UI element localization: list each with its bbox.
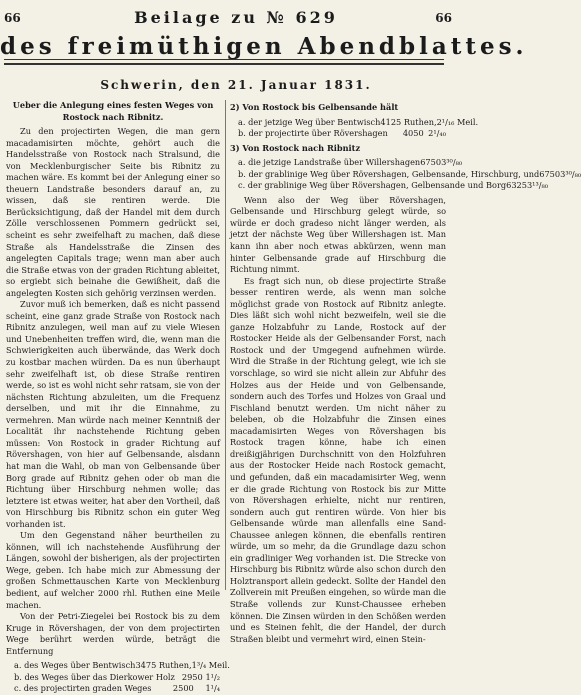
dateline: Schwerin, den 21. Januar 1831.	[100, 78, 372, 92]
right-column	[230, 100, 581, 644]
left-column	[6, 100, 230, 694]
distance-table-2	[230, 116, 479, 140]
section-heading: 2) Von Rostock bis Gelbensande hält	[230, 102, 399, 112]
paragraph: Um den Gegenstand näher beurtheilen zu können, will ich nachstehende Ausführung der Längen, sowohl der bisherigen, als der projectirten Wege, geben. Ich habe mich zur Abmessung der großen Schmettauschen Karte von Mecklenburg bedient, auf welcher 2000 rhl. Ruthen eine Meile machen.	[6, 530, 220, 610]
page-number-right: 66	[435, 11, 452, 25]
section-heading: 3) Von Rostock nach Ribnitz	[230, 142, 361, 153]
column-divider	[225, 100, 226, 590]
paragraph: Von der Petri-Ziegelei bei Rostock bis zu dem Kruge in Rövershagen, der von dem projectirten Wege berührt werden würde, beträgt die Entfernung	[6, 611, 220, 656]
distance-table-1	[6, 660, 230, 695]
distance-row: a. des Weges über Bentwisch 3475 Ruthen, 1³/₄ Meil.	[14, 660, 230, 671]
distance-row: b. der projectirte über Rövershagen 4050 2¹/₄₀	[238, 128, 446, 139]
header-rule-thick	[4, 63, 444, 65]
distance-row: a. der jetzige Weg über Bentwisch 4125 Ruthen, 2¹/₁₆ Meil.	[238, 116, 479, 127]
distance-row: c. des projectirten graden Weges 2500 1¹/₄	[14, 683, 220, 694]
paragraph: Zu den projectirten Wegen, die man gern macadamisirten möchte, gehört auch die Handelsstraße von Rostock nach Stralsund, die von Mecklenburgischer Seite bis Ribnitz zu machen wäre. Es kommt bei der Anlegung einer so theuern Landstraße besonders darauf an, zu wissen, daß sie rentiren werde. Die Berücksichtigung, daß der Handel mit dem durch Zölle verschlossenen Pommern gedrückt sei, scheint es sehr zweifelhaft zu machen, daß diese Straße als Handelsstraße die Zinsen des angelegten Capitals trage; wenn man aber auch die Straße etwas von der graden Richtung ableitet, so ergiebt sich beinahe die Gewißheit, daß die angelegten Kosten sich gehörig verzinsen werden.	[6, 126, 220, 298]
supplement-header	[0, 8, 472, 28]
article-heading: Ueber die Anlegung eines festen Weges von Rostock nach Ribnitz.	[12, 100, 214, 122]
supplement-title: Beilage zu № 629	[134, 8, 338, 27]
page-number-left: 66	[4, 11, 21, 25]
distance-row: b. der grablinige Weg über Rövershagen, Gelbensande, Hirschburg, und 6750 3³⁰/₈₀	[238, 168, 581, 179]
distance-row: c. der grablinige Weg über Rövershagen, Gelbensande und Borg 6325 3¹³/₈₀	[238, 180, 549, 191]
masthead: des freimüthigen Abendblattes.	[0, 33, 528, 60]
header-rule	[4, 59, 444, 60]
distance-row: a. die jetzige Landstraße über Willershagen 6750 3³⁰/₈₀	[238, 157, 463, 168]
distance-row: b. des Weges über das Dierkower Holz 2950 1¹/₂	[14, 671, 220, 682]
paragraph: Wenn also der Weg über Rövershagen, Gelbensande und Hirschburg gelegt würde, so würde er doch gradeso nicht länger werden, als jetzt der nächste Weg über Willershagen ist. Man kann ihn aber noch etwas abkürzen, wenn man hinter Gelbensande grade auf Hirschburg die Richtung nimmt.	[230, 194, 446, 275]
distance-table-3	[230, 157, 581, 192]
paragraph: Es fragt sich nun, ob diese projectirte Straße besser rentiren werde, als wenn man solche möglichst grade von Rostock auf Ribnitz anlegte. Dies läßt sich wohl nicht bezweifeln, weil sie die ganze Holzabfuhr zu Lande, Rostock auf der Rostocker Heide als der Gelbensander Forst, nach Rostock und der Umgegend aufnehmen würde. Wird die Straße in der Richtung gelegt, wie ich sie vorschlage, so wird sie nicht allein zur Abfuhr des Holzes aus der Heide und von Gelbensande, sondern auch des Torfes und Holzes von Graal und Fischland benutzt werden. Um nicht näher zu beleben, ob die Holzabfuhr die Zinsen eines macadamisirten Weges von Rövershagen bis Rostock tragen könne, habe ich einen dreißigjährigen Durchschnitt von den Holzfuhren aus der Rostocker Heide nach Rostock gemacht, und gefunden, daß ein macadamisirter Weg, wenn er die grade Richtung von Rostock bis zur Mitte von Rövershagen erhielte, nicht nur rentiren, sondern auch gut rentiren würde. Von hier bis Gelbensande würde man allenfalls eine Sand-Chaussee anlegen können, die ebenfalls rentiren würde, um so mehr, da die Grundlage dazu schon ein gradliniger Weg vorhanden ist. Die Strecke von Hirschburg bis Ribnitz würde also schon durch den Holztransport allein gedeckt. Sollte der Handel den Zollverein mit Preußen eingehen, so würde man die Straße vollends zur Kunst-Chaussee erheben können. Die Zinsen würden in den Schößen werden und es Steinen fehlt, die der Handel, der durch Straßen bleibt und vermehrt wird, einen Stein-	[230, 275, 446, 644]
paragraph: Zuvor muß ich bemerken, daß es nicht passend scheint, eine ganz grade Straße von Rostock nach Ribnitz anzulegen, weil man auf zu viele Wiesen und Unebenheiten treffen wird, die, wenn man die Schwierigkeiten auch überwände, das Werk doch zu kostbar machen würden. Da es nun überhaupt sehr zweifelhaft ist, ob diese Straße rentiren werde, so ist es wohl nicht sehr ratsam, sie von der nächsten Richtung abzuleiten, um die Frequenz derselben, und mit ihr die Einnahme, zu vermehren. Man würde nach meiner Kenntniß der Localität ihr nachstehende Richtung geben müssen: Von Rostock in grader Richtung auf Rövershagen, von hier auf Gelbensande, alsdann hat man die Wahl, ob man von Gelbensande über Borg grade auf Ribnitz gehen oder ob man die Richtung über Hirschburg nehmen wolle; das letztere ist etwas weiter, hat aber den Vortheil, daß von Hirschburg bis Ribnitz schon ein guter Weg vorhanden ist.	[6, 299, 220, 529]
